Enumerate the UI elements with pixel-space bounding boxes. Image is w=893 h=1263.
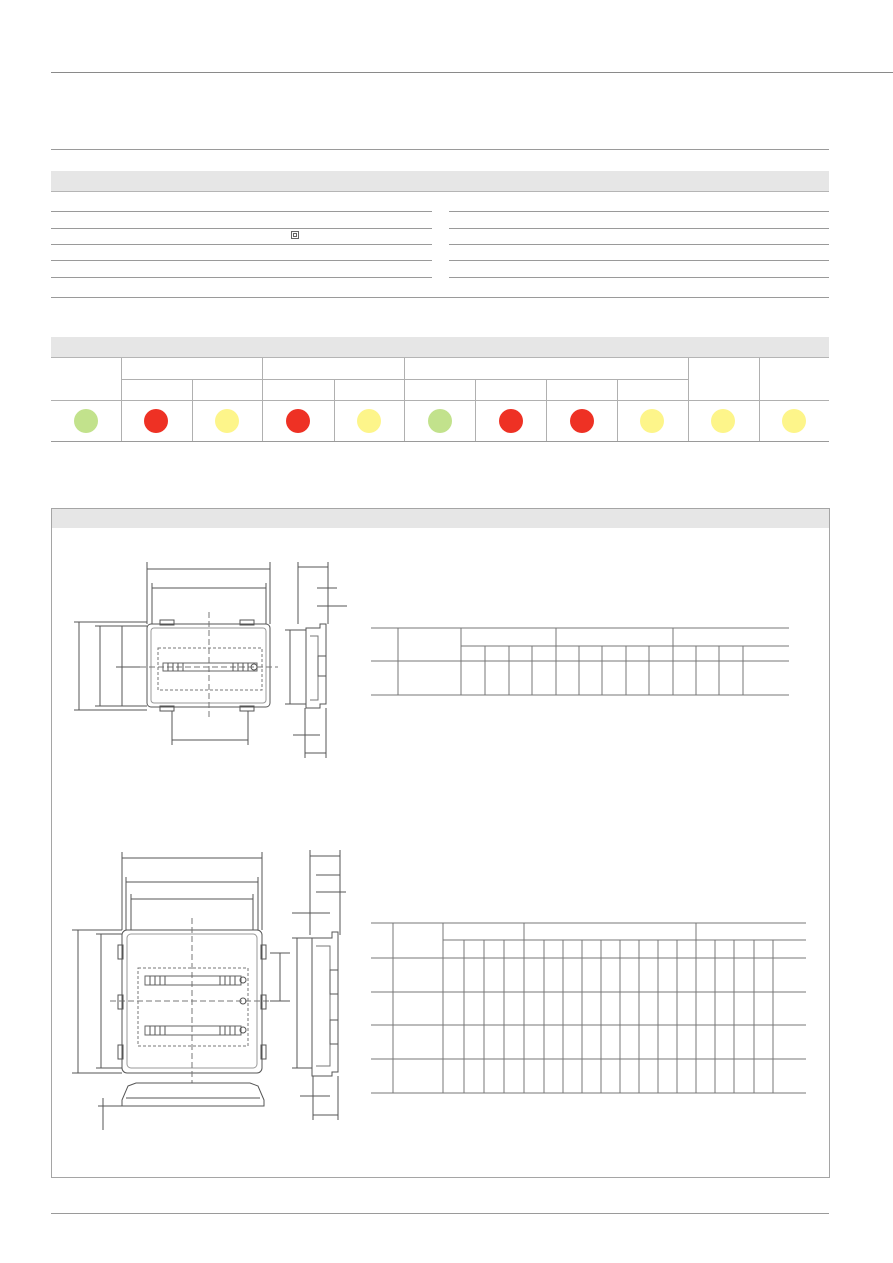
footer-rule [51,1213,829,1214]
drawing-small-enclosure [60,555,360,765]
header-rule [51,72,893,73]
rating-col-divider [192,379,193,442]
status-dot-red [570,409,594,433]
rating-header-line [121,379,688,380]
rating-header-line [51,400,829,401]
dimensions-table-large [370,920,810,1098]
status-dot-yellow [357,409,381,433]
properties-row-line [51,244,432,245]
dimensions-table-small [370,625,792,699]
properties-row-line [51,211,432,212]
rating-col-divider [617,379,618,442]
status-dot-red [499,409,523,433]
rating-col-divider [475,379,476,442]
properties-row-line [449,260,829,261]
rating-col-divider [334,379,335,442]
properties-row-line [449,228,829,229]
status-dot-yellow [711,409,735,433]
properties-bottom-rule [51,297,829,298]
status-dot-green [74,409,98,433]
square-checkbox-icon [291,231,299,239]
status-dot-green [428,409,452,433]
status-dot-yellow [640,409,664,433]
drawing-large-enclosure [65,845,355,1135]
properties-row-line [51,277,432,278]
properties-row-line [51,260,432,261]
rating-section-band [51,337,829,358]
properties-row-line [449,211,829,212]
rating-bottom-line [51,441,829,442]
properties-row-line [449,244,829,245]
status-dot-yellow [215,409,239,433]
rating-col-divider [546,379,547,442]
section-rule [51,149,829,150]
status-dot-red [286,409,310,433]
properties-row-line [449,277,829,278]
properties-section-band [51,171,829,192]
properties-row-line [51,228,432,229]
status-dot-red [144,409,168,433]
status-dot-yellow [782,409,806,433]
